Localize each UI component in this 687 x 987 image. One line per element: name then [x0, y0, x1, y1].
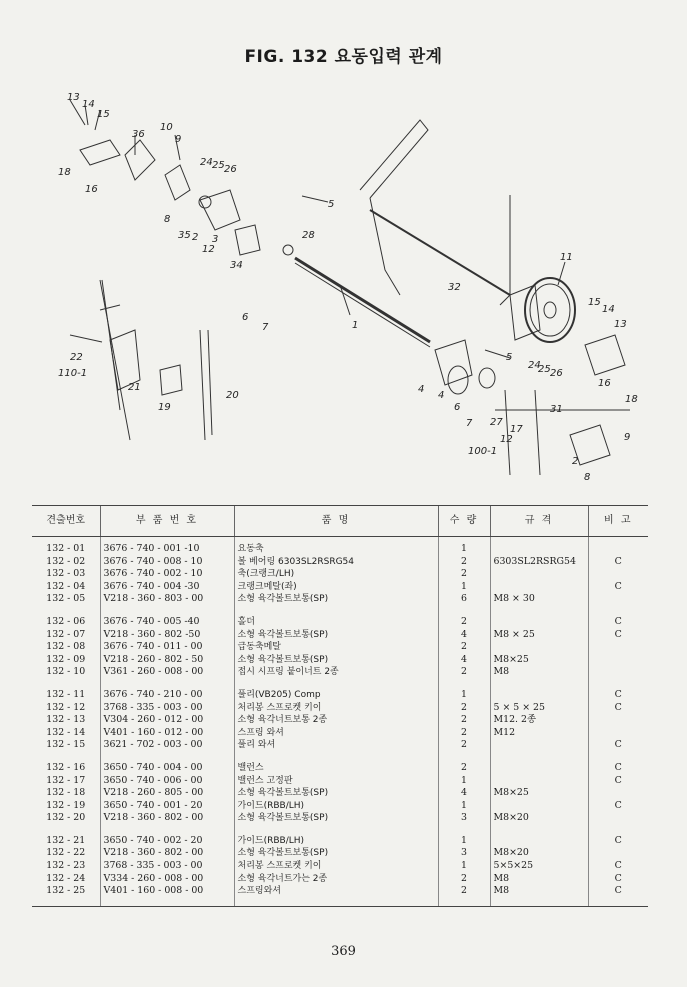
callout-label: 18	[625, 394, 638, 405]
header-part-no: 부 품 번 호	[100, 506, 234, 537]
part-name-cell: 축(크랭크/LH)	[234, 568, 438, 581]
spacer-cell	[438, 606, 490, 616]
quantity-cell: 3	[438, 847, 490, 860]
ref-no-cell: 132 - 20	[46, 812, 86, 824]
callout-label: 8	[584, 472, 591, 483]
spec-cell: M8	[490, 873, 588, 886]
part-name-cell: 소형 육각볼트보통(SP)	[234, 654, 438, 667]
spacer-cell	[490, 679, 588, 689]
table-row	[32, 762, 648, 775]
ref-no-cell: 132 - 13	[46, 714, 86, 726]
part-name-cell: 볼 베어링 6303SL2RSRG54	[234, 556, 438, 569]
remarks-cell	[588, 593, 648, 606]
remarks-cell: C	[588, 702, 648, 715]
table-row	[32, 666, 648, 679]
callout-label: 26	[550, 368, 563, 379]
callout-label: 12	[500, 434, 513, 445]
spec-cell	[490, 537, 588, 556]
ref-no-cell: 132 - 22	[46, 847, 86, 859]
ref-no-cell: 132 - 18	[46, 787, 86, 799]
remarks-cell	[588, 568, 648, 581]
quantity-cell: 1	[438, 537, 490, 556]
callout-label: 16	[598, 378, 611, 389]
quantity-cell: 2	[438, 641, 490, 654]
part-name-cell: 소형 육각볼트보통(SP)	[234, 787, 438, 800]
callout-label: 10	[160, 122, 173, 133]
callout-label: 5	[328, 199, 335, 210]
ref-no-cell: 132 - 11	[46, 688, 86, 700]
part-name-cell: 처리봉 스프로켓 키이	[234, 702, 438, 715]
callout-label: 7	[466, 418, 473, 429]
callout-label: 22	[70, 352, 83, 363]
part-no-cell: V334 - 260 - 008 - 00	[100, 873, 234, 886]
header-spec: 규 격	[490, 506, 588, 537]
part-name-cell: 홀더	[234, 616, 438, 629]
part-no-cell: V218 - 360 - 802 - 00	[100, 847, 234, 860]
parts-table-body	[32, 537, 648, 907]
quantity-cell: 2	[438, 702, 490, 715]
part-no-cell: 3676 - 740 - 005 -40	[100, 616, 234, 629]
remarks-cell: C	[588, 689, 648, 702]
part-no-cell: 3650 - 740 - 004 - 00	[100, 762, 234, 775]
spec-cell: 5 × 5 × 25	[490, 702, 588, 715]
remarks-cell	[588, 812, 648, 825]
part-name-cell: 크랭크메탈(좌)	[234, 581, 438, 594]
part-name-cell: 소형 육각볼트보통(SP)	[234, 593, 438, 606]
part-no-cell: 3650 - 740 - 006 - 00	[100, 775, 234, 788]
callout-label: 27	[490, 417, 503, 428]
callout-label: 25	[212, 160, 225, 171]
quantity-cell: 1	[438, 860, 490, 873]
header-ref-no: 견출번호	[32, 506, 100, 537]
callout-label: 17	[510, 424, 523, 435]
ref-no-cell: 132 - 02	[46, 555, 86, 567]
remarks-cell	[588, 727, 648, 740]
pulley	[525, 278, 575, 342]
part-no-cell: V304 - 260 - 012 - 00	[100, 714, 234, 727]
table-row	[32, 835, 648, 848]
table-row	[32, 812, 648, 825]
part-name-cell: 소형 육각볼트보통(SP)	[234, 629, 438, 642]
ref-no-cell: 132 - 17	[46, 774, 86, 786]
ref-no-cell: 132 - 03	[46, 568, 86, 580]
group-spacer	[32, 752, 648, 762]
remarks-cell: C	[588, 775, 648, 788]
spacer-cell	[234, 679, 438, 689]
spec-cell: M8 × 30	[490, 593, 588, 606]
callout-label: 4	[438, 390, 445, 401]
exploded-parts-diagram	[40, 80, 660, 485]
ref-no-cell: 132 - 23	[46, 860, 86, 872]
part-name-cell: 소형 육각볼트보통(SP)	[234, 847, 438, 860]
spacer-cell	[32, 752, 100, 762]
remarks-cell: C	[588, 739, 648, 752]
remarks-cell: C	[588, 873, 648, 886]
part-no-cell: 3676 - 740 - 011 - 00	[100, 641, 234, 654]
quantity-cell: 6	[438, 593, 490, 606]
callout-label: 24	[200, 157, 213, 168]
spec-cell: 5×5×25	[490, 860, 588, 873]
spec-cell	[490, 581, 588, 594]
callout-label: 15	[588, 297, 601, 308]
ref-no-cell: 132 - 16	[46, 761, 86, 773]
ref-no-cell: 132 - 10	[46, 666, 86, 678]
spec-cell: M12	[490, 727, 588, 740]
table-row	[32, 787, 648, 800]
ref-no-cell: 132 - 01	[46, 543, 86, 554]
part-no-cell: 3650 - 740 - 001 - 20	[100, 800, 234, 813]
part-name-cell: 급동축메탈	[234, 641, 438, 654]
callout-label: 26	[224, 164, 237, 175]
spec-cell: M8×25	[490, 787, 588, 800]
callout-label: 14	[602, 304, 615, 315]
spec-cell	[490, 641, 588, 654]
callout-label: 4	[418, 384, 425, 395]
spacer-cell	[32, 606, 100, 616]
quantity-cell: 1	[438, 835, 490, 848]
remarks-cell: C	[588, 835, 648, 848]
remarks-cell: C	[588, 616, 648, 629]
callout-label: 19	[158, 402, 171, 413]
callout-label: 5	[506, 352, 513, 363]
remarks-cell	[588, 537, 648, 556]
ref-no-cell: 132 - 04	[46, 580, 86, 592]
table-row	[32, 714, 648, 727]
spacer-cell	[588, 752, 648, 762]
part-no-cell: 3768 - 335 - 003 - 00	[100, 860, 234, 873]
part-no-cell: 3676 - 740 - 004 -30	[100, 581, 234, 594]
callout-label: 32	[448, 282, 461, 293]
quantity-cell: 3	[438, 812, 490, 825]
spec-cell	[490, 800, 588, 813]
table-header-row	[32, 506, 648, 537]
quantity-cell: 2	[438, 616, 490, 629]
table-row	[32, 629, 648, 642]
part-name-cell: 소형 육각너트보통 2종	[234, 714, 438, 727]
callout-label: 28	[302, 230, 315, 241]
quantity-cell: 1	[438, 689, 490, 702]
remarks-cell	[588, 666, 648, 679]
ref-no-cell: 132 - 19	[46, 799, 86, 811]
part-no-cell: V218 - 260 - 805 - 00	[100, 787, 234, 800]
callout-label: 100-1	[468, 446, 498, 457]
remarks-cell	[588, 654, 648, 667]
table-row	[32, 593, 648, 606]
ref-no-cell: 132 - 09	[46, 653, 86, 665]
callout-label: 35	[178, 230, 191, 241]
ref-no-cell: 132 - 14	[46, 726, 86, 738]
ref-no-cell: 132 - 24	[46, 872, 86, 884]
part-no-cell: V218 - 360 - 802 -50	[100, 629, 234, 642]
spec-cell: M8×20	[490, 812, 588, 825]
part-no-cell: V361 - 260 - 008 - 00	[100, 666, 234, 679]
callout-label: 2	[192, 232, 199, 243]
table-row	[32, 800, 648, 813]
quantity-cell: 1	[438, 581, 490, 594]
swing-shaft	[295, 258, 430, 342]
part-name-cell: 소형 육각볼트보통(SP)	[234, 812, 438, 825]
part-no-cell: 3676 - 740 - 210 - 00	[100, 689, 234, 702]
part-no-cell: 3676 - 740 - 001 -10	[100, 537, 234, 556]
balance-weight-left	[80, 140, 120, 165]
table-row	[32, 727, 648, 740]
ref-no-cell: 132 - 06	[46, 615, 86, 627]
part-name-cell: 밸런스 고정판	[234, 775, 438, 788]
callout-label: 6	[454, 402, 461, 413]
quantity-cell: 2	[438, 556, 490, 569]
figure-title: FIG. 132 요동입력 관계	[244, 47, 443, 67]
callout-label: 1	[352, 320, 359, 331]
callout-label: 34	[230, 260, 243, 271]
spacer-cell	[100, 679, 234, 689]
table-row	[32, 860, 648, 873]
spec-cell: M8	[490, 885, 588, 906]
remarks-cell	[588, 787, 648, 800]
spec-cell	[490, 689, 588, 702]
spacer-cell	[588, 825, 648, 835]
quantity-cell: 1	[438, 775, 490, 788]
balance-weight-right	[585, 335, 625, 375]
callout-label: 15	[97, 109, 110, 120]
quantity-cell: 2	[438, 666, 490, 679]
remarks-cell: C	[588, 885, 648, 906]
spec-cell: M8	[490, 666, 588, 679]
table-row	[32, 568, 648, 581]
diagram-drawing	[40, 80, 660, 485]
callout-label: 36	[132, 129, 145, 140]
part-name-cell: 풀리 와셔	[234, 739, 438, 752]
quantity-cell: 4	[438, 654, 490, 667]
crank-metal-right	[435, 340, 472, 385]
header-quantity: 수 량	[438, 506, 490, 537]
ref-no-cell: 132 - 12	[46, 701, 86, 713]
remarks-cell: C	[588, 762, 648, 775]
part-name-cell: 접시 시프링 붙이너트 2종	[234, 666, 438, 679]
quantity-cell: 4	[438, 787, 490, 800]
callout-label: 16	[85, 184, 98, 195]
ref-no-cell: 132 - 15	[46, 739, 86, 751]
spec-cell: M8×20	[490, 847, 588, 860]
spec-cell	[490, 835, 588, 848]
table-row	[32, 702, 648, 715]
part-name-cell: 밸런스	[234, 762, 438, 775]
callout-label: 9	[624, 432, 631, 443]
table-row	[32, 641, 648, 654]
part-no-cell: 3676 - 740 - 008 - 10	[100, 556, 234, 569]
spacer-cell	[588, 679, 648, 689]
part-no-cell: V218 - 260 - 802 - 50	[100, 654, 234, 667]
remarks-cell: C	[588, 581, 648, 594]
spacer-cell	[234, 825, 438, 835]
spec-cell: M8 × 25	[490, 629, 588, 642]
part-name-cell: 가이드(RBB/LH)	[234, 800, 438, 813]
ref-no-cell: 132 - 21	[46, 834, 86, 846]
callout-label: 25	[538, 364, 551, 375]
callout-label: 8	[164, 214, 171, 225]
callout-label: 24	[528, 360, 541, 371]
table-row	[32, 581, 648, 594]
ref-no-cell: 132 - 05	[46, 593, 86, 605]
table-row	[32, 847, 648, 860]
part-no-cell: V218 - 360 - 802 - 00	[100, 812, 234, 825]
callout-label: 3	[212, 234, 219, 245]
header-part-name: 품 명	[234, 506, 438, 537]
callout-label: 13	[67, 92, 80, 103]
quantity-cell: 2	[438, 873, 490, 886]
spacer-cell	[490, 606, 588, 616]
quantity-cell: 4	[438, 629, 490, 642]
spacer-cell	[234, 606, 438, 616]
quantity-cell: 2	[438, 885, 490, 906]
group-spacer	[32, 679, 648, 689]
remarks-cell	[588, 714, 648, 727]
header-remarks: 비 고	[588, 506, 648, 537]
callout-label: 14	[82, 99, 95, 110]
table-row	[32, 537, 648, 556]
table-row	[32, 739, 648, 752]
spacer-cell	[438, 752, 490, 762]
spec-cell	[490, 775, 588, 788]
callout-label: 110-1	[58, 368, 88, 379]
spec-cell	[490, 739, 588, 752]
table-row	[32, 873, 648, 886]
spec-cell	[490, 616, 588, 629]
part-no-cell: 3621 - 702 - 003 - 00	[100, 739, 234, 752]
callout-label: 21	[128, 382, 141, 393]
part-name-cell: 스프링 와셔	[234, 727, 438, 740]
spec-cell: M8×25	[490, 654, 588, 667]
callout-label: 12	[202, 244, 215, 255]
callout-label: 7	[262, 322, 269, 333]
part-name-cell: 처리봉 스프로켓 키이	[234, 860, 438, 873]
table-row	[32, 556, 648, 569]
quantity-cell: 2	[438, 739, 490, 752]
callout-label: 20	[226, 390, 239, 401]
part-name-cell: 풀리(VB205) Comp	[234, 689, 438, 702]
remarks-cell	[588, 641, 648, 654]
group-spacer	[32, 606, 648, 616]
part-name-cell: 가이드(RBB/LH)	[234, 835, 438, 848]
callout-label: 13	[614, 319, 627, 330]
quantity-cell: 2	[438, 568, 490, 581]
part-name-cell: 소형 육각너트가는 2종	[234, 873, 438, 886]
page-number: 369	[331, 944, 356, 959]
part-no-cell: V218 - 360 - 803 - 00	[100, 593, 234, 606]
spec-cell	[490, 568, 588, 581]
part-name-cell: 스프링와셔	[234, 885, 438, 906]
callout-label: 18	[58, 167, 71, 178]
callout-label: 2	[572, 456, 579, 467]
table-row	[32, 775, 648, 788]
ref-no-cell: 132 - 25	[32, 885, 100, 906]
table-row	[32, 885, 648, 906]
part-no-cell: V401 - 160 - 008 - 00	[100, 885, 234, 906]
spec-cell: M12. 2종	[490, 714, 588, 727]
spacer-cell	[490, 825, 588, 835]
spec-cell: 6303SL2RSRG54	[490, 556, 588, 569]
callout-label: 11	[560, 252, 573, 263]
quantity-cell: 1	[438, 800, 490, 813]
table-row	[32, 616, 648, 629]
remarks-cell: C	[588, 556, 648, 569]
spacer-cell	[234, 752, 438, 762]
spacer-cell	[588, 606, 648, 616]
ref-no-cell: 132 - 07	[46, 628, 86, 640]
spacer-cell	[100, 606, 234, 616]
part-no-cell: 3676 - 740 - 002 - 10	[100, 568, 234, 581]
table-row	[32, 654, 648, 667]
part-no-cell: 3768 - 335 - 003 - 00	[100, 702, 234, 715]
spec-cell	[490, 762, 588, 775]
spacer-cell	[490, 752, 588, 762]
part-name-cell: 요동축	[234, 537, 438, 556]
part-no-cell: V401 - 160 - 012 - 00	[100, 727, 234, 740]
callout-label: 9	[175, 134, 182, 145]
spacer-cell	[32, 679, 100, 689]
part-no-cell: 3650 - 740 - 002 - 20	[100, 835, 234, 848]
table-row	[32, 689, 648, 702]
quantity-cell: 2	[438, 727, 490, 740]
diagram-callouts	[58, 92, 638, 483]
remarks-cell: C	[588, 860, 648, 873]
group-spacer	[32, 825, 648, 835]
quantity-cell: 2	[438, 714, 490, 727]
remarks-cell: C	[588, 629, 648, 642]
spacer-cell	[438, 825, 490, 835]
spacer-cell	[100, 752, 234, 762]
ref-no-cell: 132 - 08	[46, 641, 86, 653]
remarks-cell	[588, 847, 648, 860]
spacer-cell	[438, 679, 490, 689]
spacer-cell	[32, 825, 100, 835]
spacer-cell	[100, 825, 234, 835]
quantity-cell: 2	[438, 762, 490, 775]
parts-table	[32, 505, 648, 907]
callout-label: 6	[242, 312, 249, 323]
callout-label: 31	[550, 404, 563, 415]
remarks-cell: C	[588, 800, 648, 813]
